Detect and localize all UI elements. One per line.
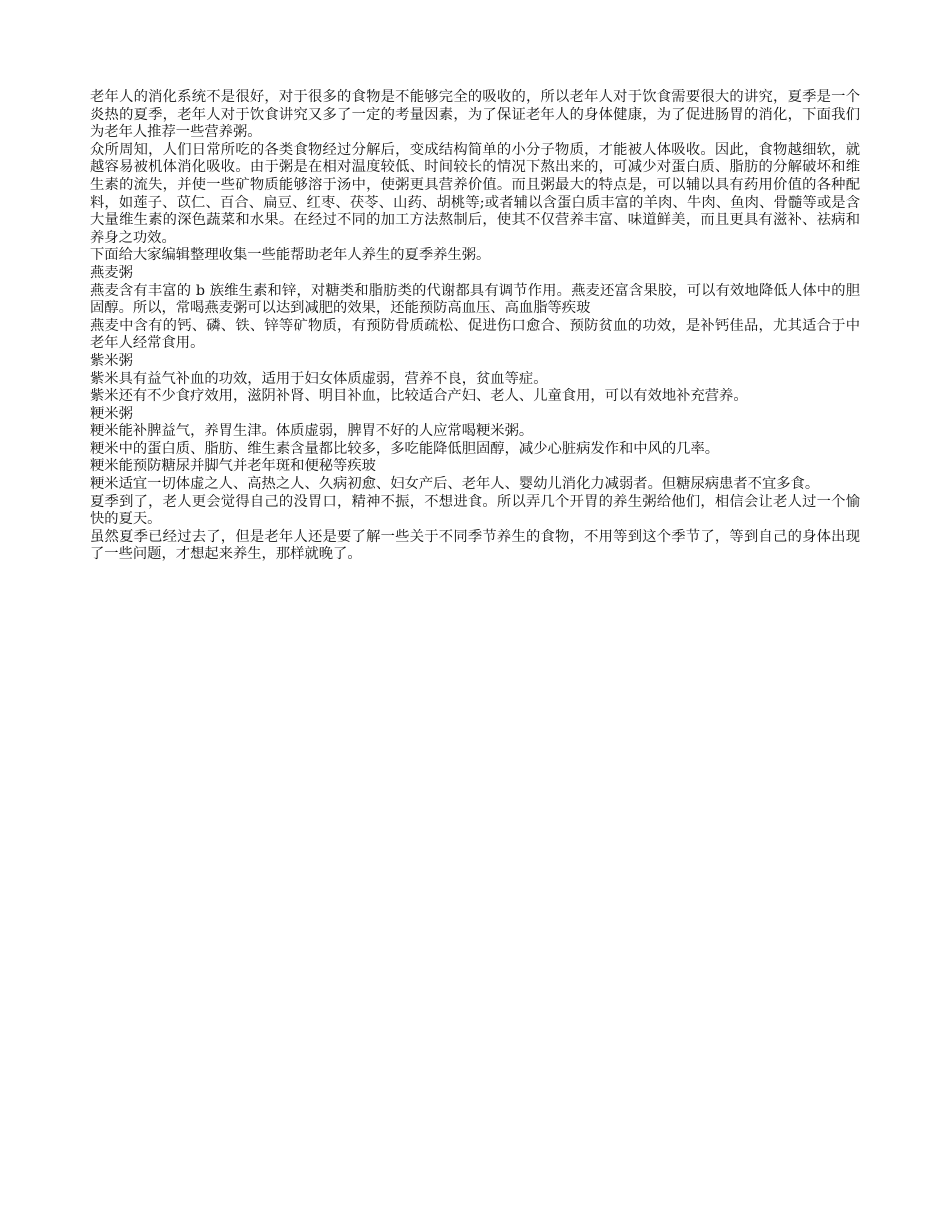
oat-paragraph-2: 燕麦中含有的钙、磷、铁、锌等矿物质，有预防骨质疏松、促进伤口愈合、预防贫血的功效，是补钙佳品，尤其适合于中老年人经常食用。 [90,317,860,352]
section-heading-purple-rice-porridge: 紫米粥 [90,352,133,369]
section-heading-oat-porridge: 燕麦粥 [90,264,133,281]
closing-paragraph: 虽然夏季已经过去了，但是老年人还是要了解一些关于不同季节养生的食物，不用等到这个季节了，等到自己的身体出现了一些问题，才想起来养生，那样就晚了。 [90,528,860,563]
japonica-paragraph-2: 粳米中的蛋白质、脂肪、维生素含量都比较多，多吃能降低胆固醇，减少心脏病发作和中风的几率。 [90,440,720,457]
summer-paragraph: 夏季到了，老人更会觉得自己的没胃口，精神不振，不想进食。所以弄几个开胃的养生粥给他们，相信会让老人过一个愉快的夏天。 [90,493,860,528]
japonica-paragraph-3: 粳米能预防糖尿并脚气并老年斑和便秘等疾玻 [90,458,376,475]
oat-paragraph-1: 燕麦含有丰富的 b 族维生素和锌，对糖类和脂肪类的代谢都具有调节作用。燕麦还富含果胶，可以有效地降低人体中的胆固醇。所以，常喝燕麦粥可以达到减肥的效果，还能预防高血压、高血脂等疾玻 [90,282,860,317]
introduction-line: 下面给大家编辑整理收集一些能帮助老年人养生的夏季养生粥。 [90,247,491,264]
purple-rice-paragraph-2: 紫米还有不少食疗效用，滋阴补肾、明目补血，比较适合产妇、老人、儿童食用，可以有效地补充营养。 [90,388,748,405]
porridge-benefits-paragraph: 众所周知，人们日常所吃的各类食物经过分解后，变成结构简单的小分子物质，才能被人体吸收。因此，食物越细软，就越容易被机体消化吸收。由于粥是在相对温度较低、时间较长的情况下熬出来的，可减少对蛋白质、脂肪的分解破坏和维生素的流失，并使一些矿物质能够溶于汤中，使粥更具营养价值。而且粥最大的特点是，可以辅以具有药用价值的各种配料，如莲子、苡仁、百合、扁豆、红枣、茯苓、山药、胡桃等;或者辅以含蛋白质丰富的羊肉、牛肉、鱼肉、骨髓等或是含大量维生素的深色蔬菜和水果。在经过不同的加工方法熬制后，使其不仅营养丰富、味道鲜美，而且更具有滋补、祛病和养身之功效。 [90,141,860,246]
intro-paragraph: 老年人的消化系统不是很好，对于很多的食物是不能够完全的吸收的，所以老年人对于饮食需要很大的讲究，夏季是一个炎热的夏季，老年人对于饮食讲究又多了一定的考量因素，为了保证老年人的身体健康，为了促进肠胃的消化，下面我们为老年人推荐一些营养粥。 [90,89,860,141]
japonica-paragraph-4: 粳米适宜一切体虚之人、高热之人、久病初愈、妇女产后、老年人、婴幼儿消化力减弱者。但糖尿病患者不宜多食。 [90,476,820,493]
document-body [90,89,860,564]
section-heading-japonica-rice-porridge: 粳米粥 [90,405,133,422]
purple-rice-paragraph-1: 紫米具有益气补血的功效，适用于妇女体质虚弱，营养不良，贫血等症。 [90,370,548,387]
japonica-paragraph-1: 粳米能补脾益气，养胃生津。体质虚弱，脾胃不好的人应常喝粳米粥。 [90,423,534,440]
